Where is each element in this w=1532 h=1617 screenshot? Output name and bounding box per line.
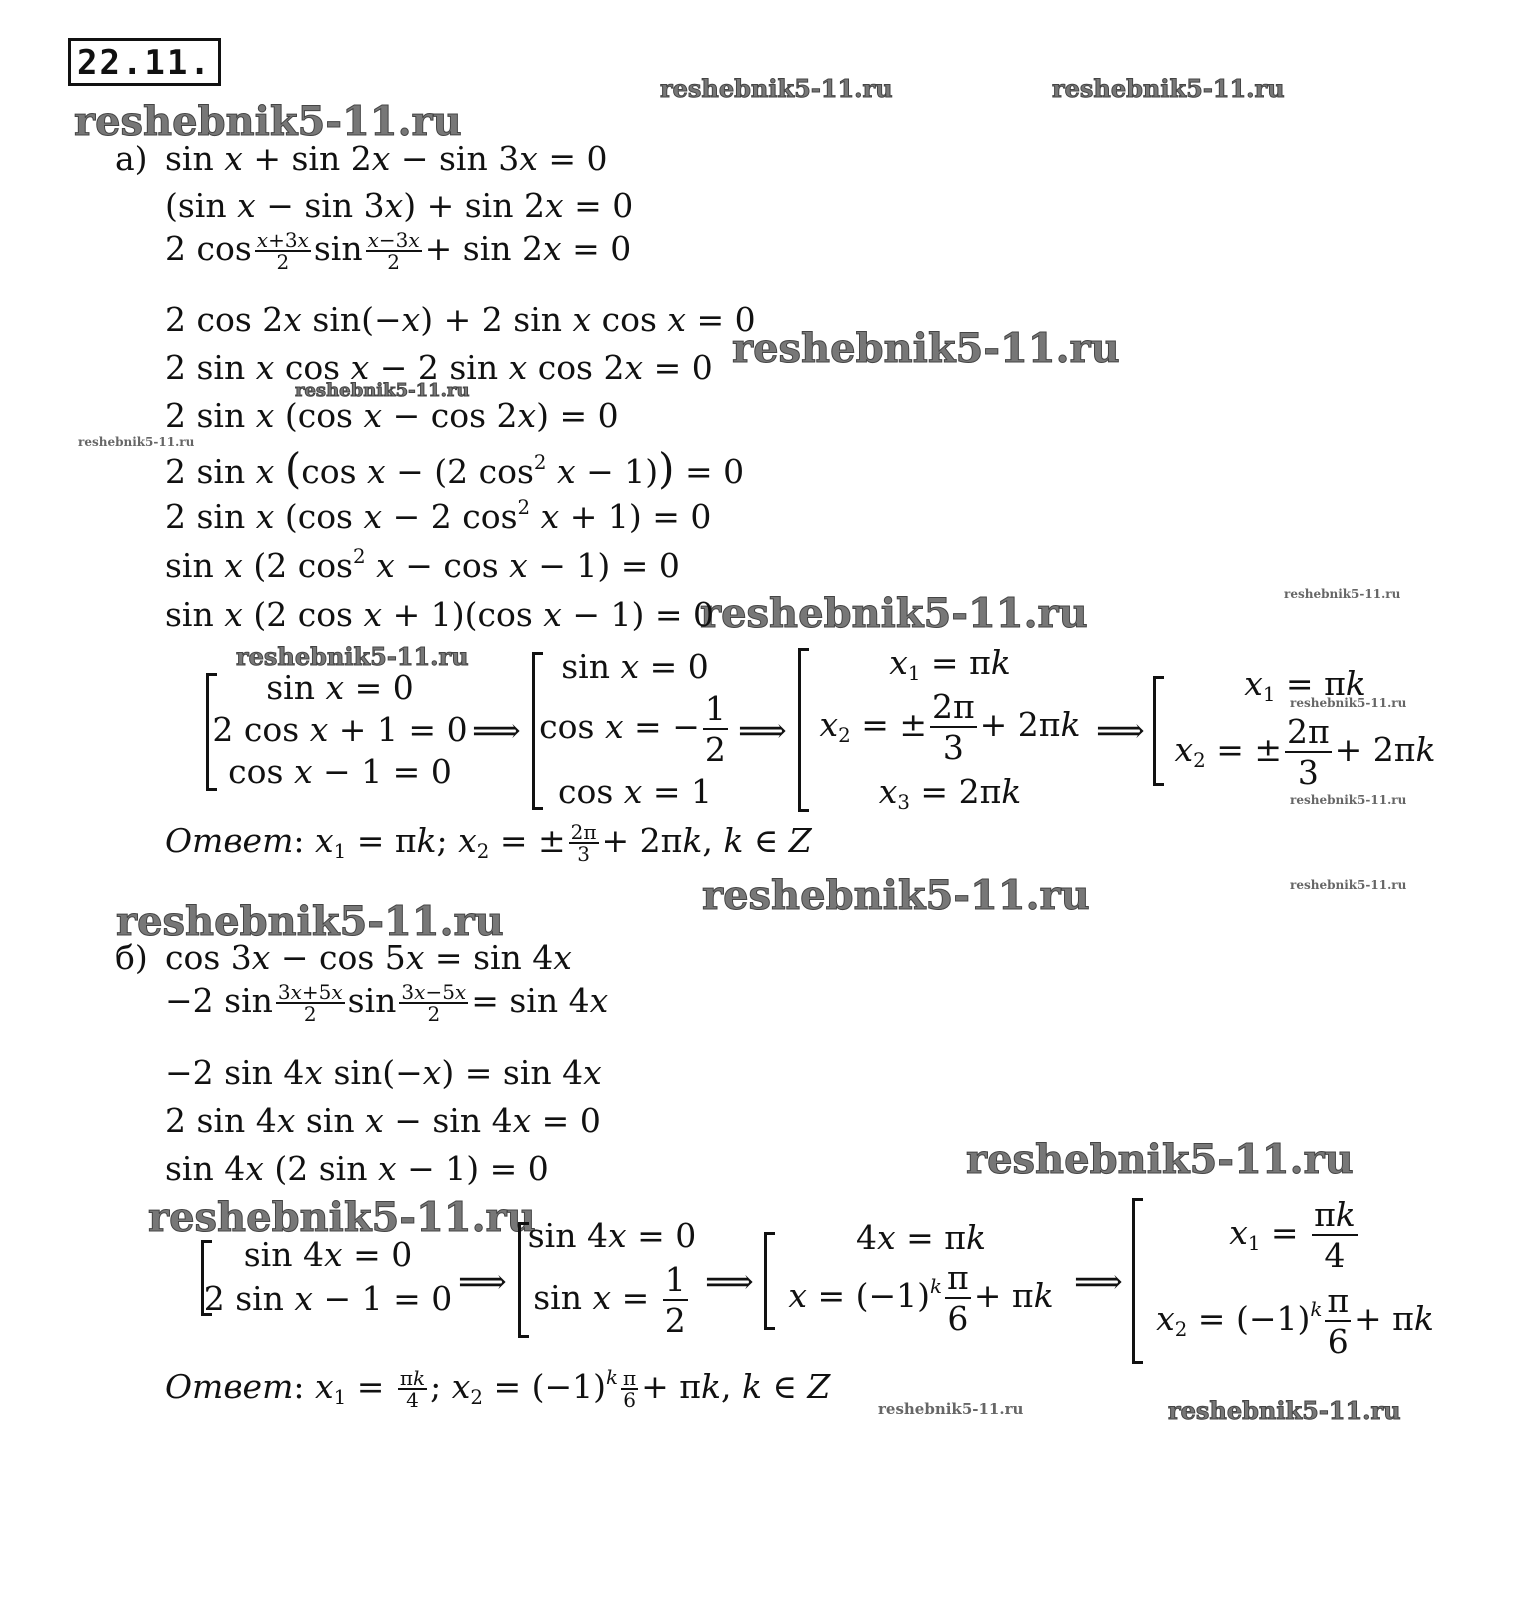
implies-arrow: ⟹ bbox=[705, 1262, 754, 1302]
watermark: reshebnik5-11.ru bbox=[700, 590, 1088, 637]
watermark: reshebnik5-11.ru bbox=[1284, 587, 1401, 601]
watermark: reshebnik5-11.ru bbox=[1290, 793, 1407, 807]
part-b-system-3 bbox=[772, 1218, 1070, 1338]
implies-arrow: ⟹ bbox=[472, 711, 521, 751]
watermark: reshebnik5-11.ru bbox=[1290, 878, 1407, 892]
watermark: reshebnik5-11.ru bbox=[878, 1400, 1024, 1418]
part-a-line-1: sin x + sin 2x − sin 3x = 0 bbox=[165, 139, 608, 178]
watermark: reshebnik5-11.ru bbox=[116, 898, 504, 945]
sys-row: 2 sin x − 1 = 0 bbox=[203, 1278, 453, 1318]
part-a-line-7: 2 sin x (cos x − (2 $\cos^2 x - 1)) = 0$ bbox=[165, 444, 745, 493]
part-b-answer: Ответ: $x_1$ = $\frac{\pi k}{4}$ ; $x_2 = (-1)^k$ $\frac{\pi}{6}$ + πk, k ∈ Z bbox=[165, 1366, 831, 1412]
part-a-label: а) bbox=[115, 139, 148, 178]
part-a-line-10: sin x (2 cos x + 1)(cos x − 1) = 0 bbox=[165, 595, 715, 634]
watermark: reshebnik5-11.ru bbox=[1168, 1396, 1401, 1425]
sys-row: $x = (-1)^k$ $\frac{\pi}{6}$ + πk bbox=[788, 1257, 1054, 1338]
part-b-line-2: −2 sin $\frac{3x+5x}{2}$ sin $\frac{3x-5x}{2}$ = sin 4x bbox=[165, 980, 609, 1026]
part-a-line-6: 2 sin x (cos x − cos 2x) = 0 bbox=[165, 396, 619, 435]
part-b-line-5: sin 4x (2 sin x − 1) = 0 bbox=[165, 1149, 549, 1188]
watermark: reshebnik5-11.ru bbox=[966, 1136, 1354, 1183]
watermark: reshebnik5-11.ru bbox=[148, 1194, 536, 1241]
part-b-system-1 bbox=[203, 1232, 453, 1320]
sys-row: cos x = − $\frac{1}{2}$ bbox=[539, 688, 726, 769]
sys-row: $x_3 = 2\pi k$ bbox=[878, 772, 1022, 815]
sys-row: $x_2$ = ± $\frac{2\pi}{3}$ + 2πk bbox=[1174, 711, 1436, 792]
sys-row: 4x = πk bbox=[856, 1218, 986, 1258]
part-a-line-5: 2 sin x cos x − 2 sin x cos 2x = 0 bbox=[165, 348, 713, 387]
part-a-line-4: 2 cos 2x sin(−x) + 2 sin x cos x = 0 bbox=[165, 300, 756, 339]
watermark: reshebnik5-11.ru bbox=[74, 98, 462, 145]
watermark: reshebnik5-11.ru bbox=[78, 435, 195, 449]
sys-row: $x_2$ = ± $\frac{2\pi}{3}$ + 2πk bbox=[819, 686, 1081, 767]
part-b-line-3: −2 sin 4x sin(−x) = sin 4x bbox=[165, 1053, 602, 1092]
implies-arrow: ⟹ bbox=[1074, 1262, 1123, 1302]
watermark: reshebnik5-11.ru bbox=[702, 872, 1090, 919]
part-a-line-3: 2 cos $\frac{x+3x}{2}$ sin $\frac{x-3x}{2}$ + sin 2x = 0 bbox=[165, 228, 632, 274]
sys-row: sin 4x = 0 bbox=[243, 1234, 413, 1274]
watermark: reshebnik5-11.ru bbox=[732, 325, 1120, 372]
problem-number: 22.11. bbox=[68, 38, 221, 86]
part-a-system-3 bbox=[806, 640, 1094, 814]
part-a-system-4 bbox=[1160, 660, 1450, 796]
part-b-line-1: cos 3x − cos 5x = sin 4x bbox=[165, 938, 572, 977]
sys-row: cos x − 1 = 0 bbox=[228, 751, 452, 791]
sys-row: sin 4x = 0 bbox=[527, 1216, 697, 1256]
watermark: reshebnik5-11.ru bbox=[236, 642, 469, 671]
implies-arrow: ⟹ bbox=[458, 1262, 507, 1302]
sys-row: cos x = 1 bbox=[557, 772, 713, 812]
watermark: reshebnik5-11.ru bbox=[295, 380, 470, 401]
sys-row: $x_2 = (-1)^k$ $\frac{\pi}{6}$ + πk bbox=[1156, 1281, 1434, 1361]
part-a-line-2: (sin x − sin 3x) + sin 2x = 0 bbox=[165, 186, 634, 225]
sys-row: $x_1 = \pi k$ bbox=[1244, 664, 1366, 707]
part-a-line-8: 2 sin x (cos x − 2 $\cos^2 x + 1) = 0$ bbox=[165, 496, 712, 536]
sys-row: sin x = $\frac{1}{2}$ bbox=[533, 1259, 686, 1340]
sys-row: sin x = 0 bbox=[266, 667, 414, 707]
part-a-system-1 bbox=[212, 666, 468, 792]
watermark: reshebnik5-11.ru bbox=[660, 74, 893, 103]
implies-arrow: ⟹ bbox=[1096, 711, 1145, 751]
part-b-system-2 bbox=[524, 1214, 700, 1342]
implies-arrow: ⟹ bbox=[738, 711, 787, 751]
watermark: reshebnik5-11.ru bbox=[1290, 696, 1407, 710]
part-a-system-2 bbox=[540, 645, 730, 813]
part-b-label: б) bbox=[115, 938, 148, 977]
watermark: reshebnik5-11.ru bbox=[1052, 74, 1285, 103]
part-b-system-4 bbox=[1140, 1192, 1450, 1364]
part-b-line-4: 2 sin 4x sin x − sin 4x = 0 bbox=[165, 1101, 601, 1140]
sys-row: $x_1 = \pi k$ bbox=[889, 642, 1011, 685]
sys-row: $x_1$ = $\frac{\pi k}{4}$ bbox=[1229, 1195, 1356, 1275]
sys-row: 2 cos x + 1 = 0 bbox=[212, 709, 468, 749]
part-a-answer: Ответ: $x_1 = \pi k$; $x_2$ = ± $\frac{2\pi}{3}$ + 2πk, k ∈ Z bbox=[165, 820, 812, 866]
sys-row: sin x = 0 bbox=[561, 646, 709, 686]
part-a-line-9: sin x (2 $\cos^2 x - \cos x - 1) = 0$ bbox=[165, 545, 680, 585]
